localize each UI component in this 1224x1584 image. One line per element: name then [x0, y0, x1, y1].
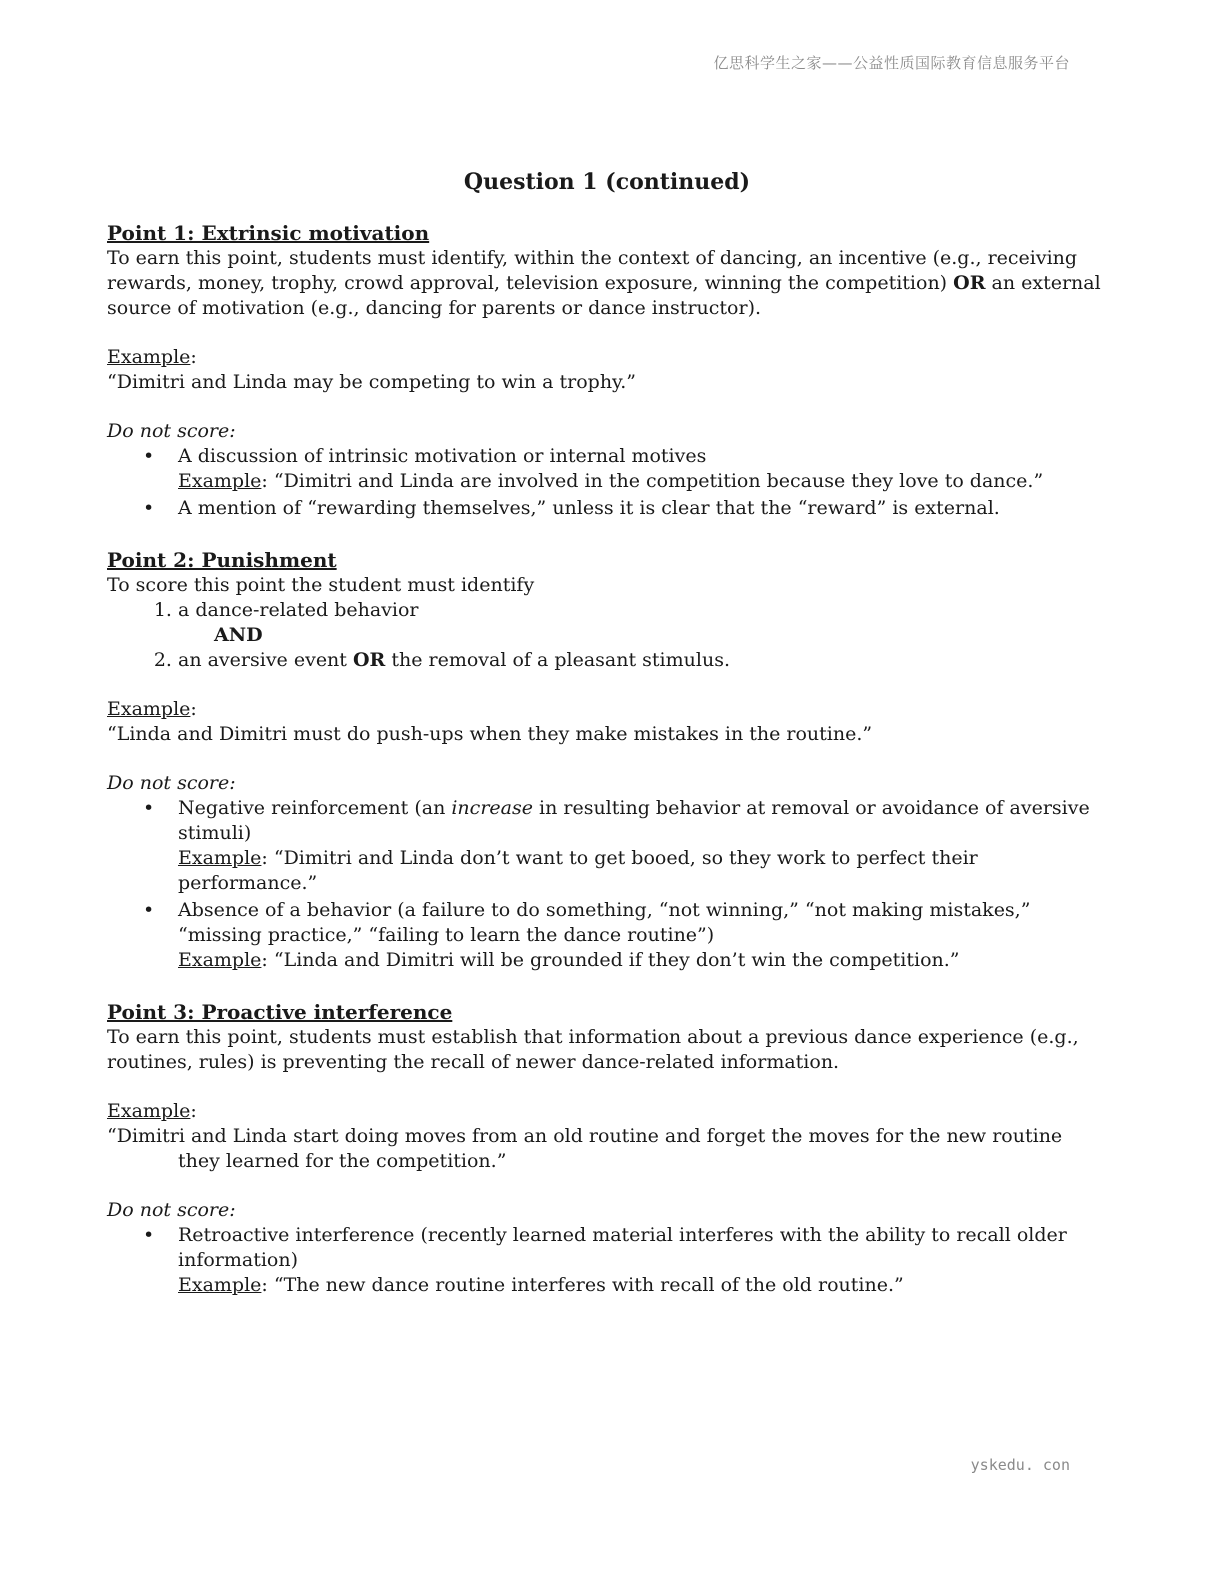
list-item-text-tail: in resulting behavior at removal or avoidance of aversive stimuli)	[178, 797, 1090, 844]
example-label-text: Example	[178, 949, 262, 971]
point-1-description	[107, 246, 1107, 321]
watermark-footer: yskedu. con	[970, 1456, 1070, 1474]
list-item-text: A discussion of intrinsic motivation or internal motives	[178, 445, 707, 467]
list-item-example: : “Linda and Dimitri will be grounded if they don’t win the competition.”	[261, 949, 960, 971]
point-2-heading: Point 2: Punishment	[107, 548, 337, 572]
example-label-text: Example	[178, 470, 262, 492]
list-item	[178, 496, 1107, 521]
list-item	[178, 1223, 1107, 1298]
example-label-text: Example	[178, 1274, 262, 1296]
point-3-description: To earn this point, students must establish that information about a previous dance experience (e.g., routines, rules) is preventing the recall of newer dance-related information.	[107, 1026, 1079, 1073]
point-2-or: OR	[352, 649, 386, 671]
watermark-header: 亿思科学生之家——公益性质国际教育信息服务平台	[713, 54, 1070, 72]
list-item	[178, 796, 1107, 896]
point-2-description: To score this point the student must identify	[107, 574, 535, 596]
list-item-text: an aversive event	[178, 649, 353, 671]
point-2-do-not-score-list	[107, 796, 1107, 973]
point-2-criteria-list-continued	[107, 648, 1107, 673]
point-2-example-label: Example:	[107, 698, 197, 720]
example-label-text: Example	[107, 346, 191, 368]
point-1-heading: Point 1: Extrinsic motivation	[107, 221, 430, 245]
point-2-and-connector: AND	[214, 624, 263, 646]
list-item	[178, 598, 1107, 623]
point-3-do-not-score-list	[107, 1223, 1107, 1298]
page-title: Question 1 (continued)	[463, 169, 751, 195]
point-1-desc-part-a: To earn this point, students must identify, within the context of dancing, an incentive (e.g., receiving rewards, money, trophy, crowd approval, television exposure, winning the competition)	[107, 247, 1078, 294]
point-3-section	[107, 999, 1107, 1298]
point-3-example: “Dimitri and Linda start doing moves from an old routine and forget the moves for the new routine they learned for the competition.”	[107, 1125, 1063, 1172]
point-3-heading: Point 3: Proactive interference	[107, 1000, 453, 1024]
document-body	[107, 168, 1107, 1300]
point-2-example: “Linda and Dimitri must do push-ups when they make mistakes in the routine.”	[107, 723, 873, 745]
list-item	[178, 444, 1107, 494]
list-item-text-tail: the removal of a pleasant stimulus.	[385, 649, 730, 671]
example-label-text: Example	[178, 847, 262, 869]
point-1-example: “Dimitri and Linda may be competing to win a trophy.”	[107, 371, 637, 393]
point-3-example-label: Example:	[107, 1100, 197, 1122]
list-item-example: : “Dimitri and Linda are involved in the competition because they love to dance.”	[261, 470, 1044, 492]
list-item-text: a dance-related behavior	[178, 599, 419, 621]
list-item-text: Negative reinforcement (an	[178, 797, 452, 819]
list-item-text: A mention of “rewarding themselves,” unless it is clear that the “reward” is external.	[178, 497, 1000, 519]
point-2-criteria-list	[107, 598, 1107, 623]
example-label-text: Example	[107, 1100, 191, 1122]
point-1-do-not-score-label: Do not score:	[107, 420, 236, 442]
point-2-do-not-score-label: Do not score:	[107, 772, 236, 794]
list-item-text: Retroactive interference (recently learned material interferes with the ability to recall older information)	[178, 1224, 1067, 1271]
point-3-do-not-score-label: Do not score:	[107, 1199, 236, 1221]
point-1-example-label: Example:	[107, 346, 197, 368]
point-1-desc-or: OR	[953, 272, 986, 294]
point-1-section	[107, 220, 1107, 521]
point-2-section	[107, 547, 1107, 973]
list-item	[178, 648, 1107, 673]
example-label-text: Example	[107, 698, 191, 720]
point-1-desc-part-b: an external source of motivation (e.g., dancing for parents or dance instructor).	[107, 272, 1101, 319]
list-item-example: : “Dimitri and Linda don’t want to get booed, so they work to perfect their performance.”	[178, 847, 978, 894]
list-item-example: : “The new dance routine interferes with recall of the old routine.”	[261, 1274, 904, 1296]
list-item-text: Absence of a behavior (a failure to do something, “not winning,” “not making mistakes,” “missing practice,” “failing to learn the dance routine”)	[178, 899, 1031, 946]
list-item	[178, 898, 1107, 973]
point-1-do-not-score-list	[107, 444, 1107, 521]
list-item-emphasis: increase	[451, 797, 533, 819]
